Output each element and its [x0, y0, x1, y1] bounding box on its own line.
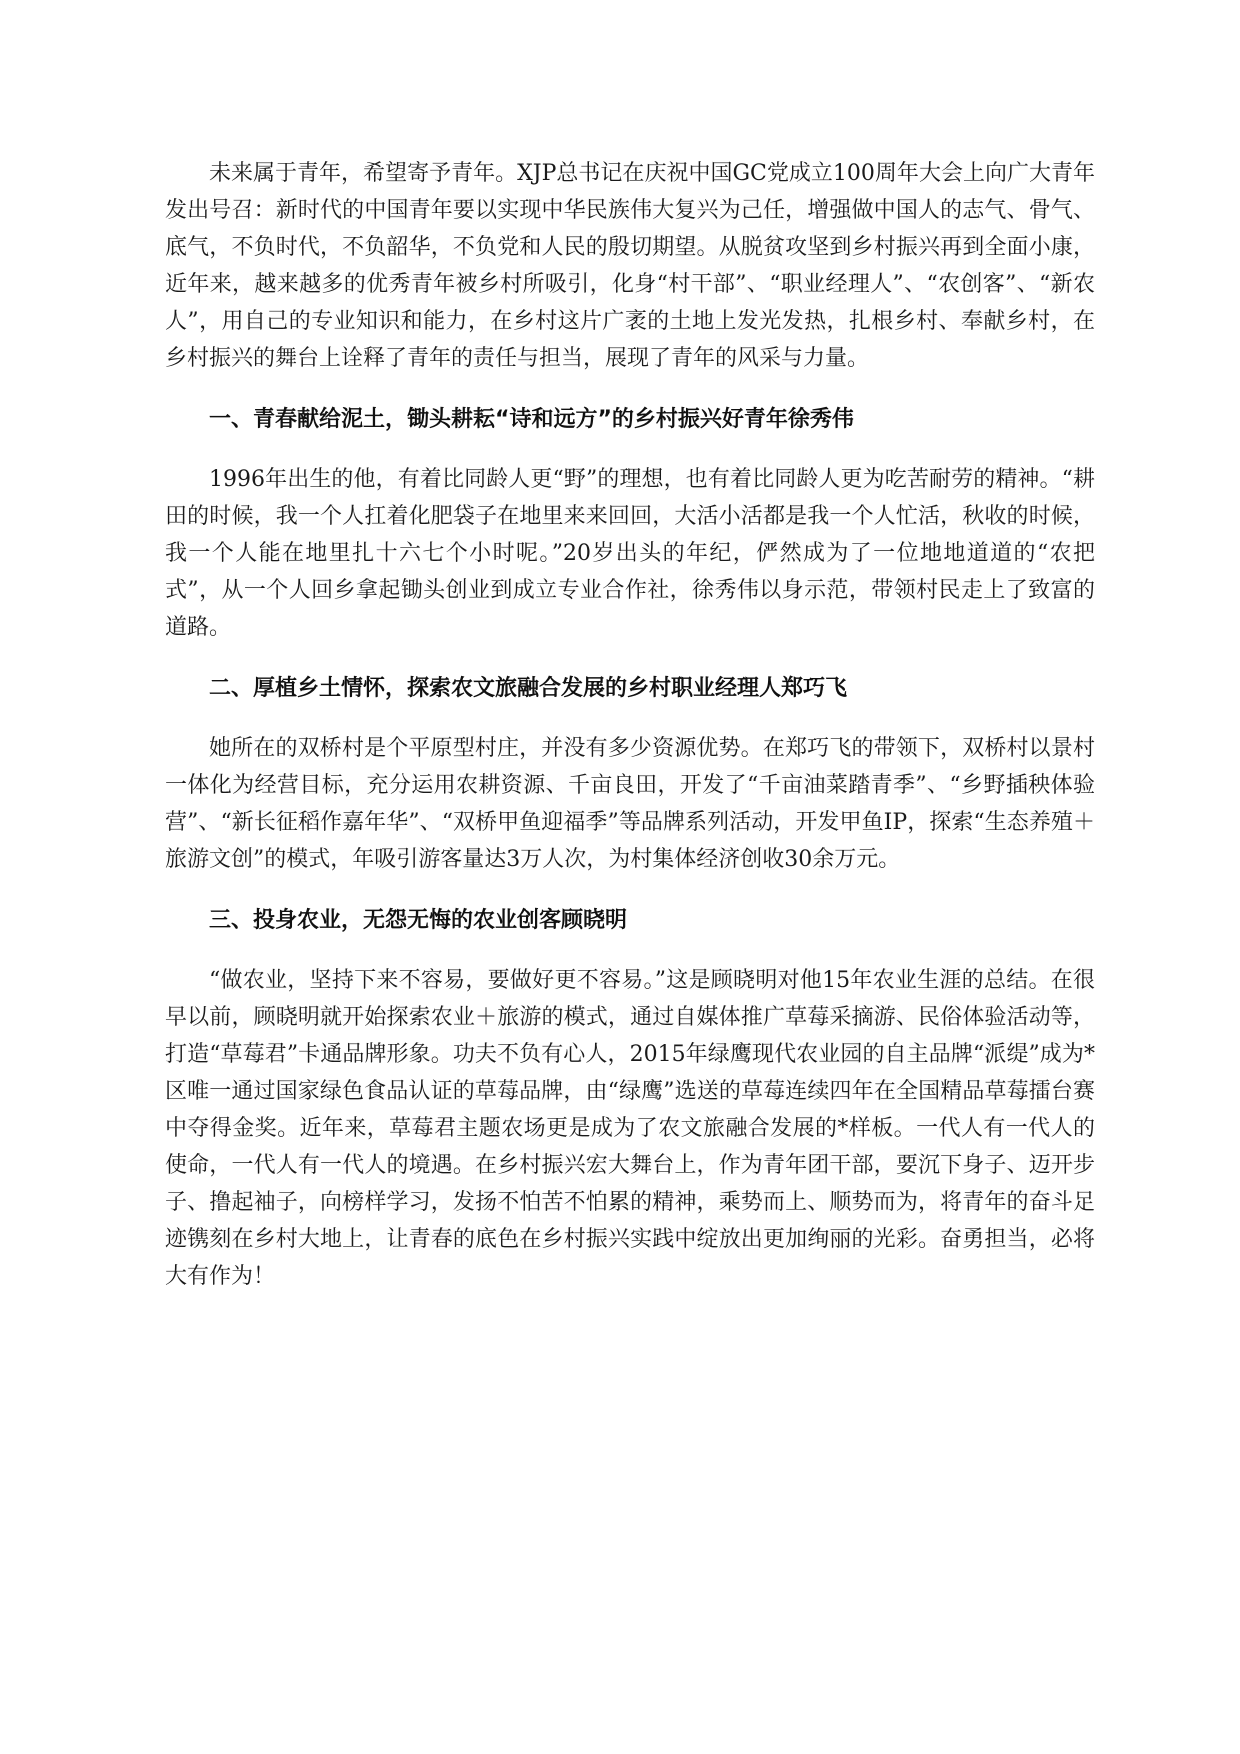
- section-3-paragraph: “做农业，坚持下来不容易，要做好更不容易。”这是顾晓明对他15年农业生涯的总结。在很早以前，顾晓明就开始探索农业＋旅游的模式，通过自媒体推广草莓采摘游、民俗体验活动等，打造“草莓君”卡通品牌形象。功夫不负有心人，2015年绿鹰现代农业园的自主品牌“派缇”成为*区唯一通过国家绿色食品认证的草莓品牌，由“绿鹰”选送的草莓连续四年在全国精品草莓擂台赛中夺得金奖。近年来，草莓君主题农场更是成为了农文旅融合发展的*样板。一代人有一代人的使命，一代人有一代人的境遇。在乡村振兴宏大舞台上，作为青年团干部，要沉下身子、迈开步子、撸起袖子，向榜样学习，发扬不怕苦不怕累的精神，乘势而上、顺势而为，将青年的奋斗足迹镌刻在乡村大地上，让青春的底色在乡村振兴实践中绽放出更加绚丽的光彩。奋勇担当，必将大有作为！: [165, 968, 1095, 1289]
- document-body: [165, 155, 1095, 1295]
- section-3-heading: 三、投身农业，无怨无悔的农业创客顾晓明: [209, 908, 628, 933]
- section-2-paragraph: 她所在的双桥村是个平原型村庄，并没有多少资源优势。在郑巧飞的带领下，双桥村以景村一体化为经营目标，充分运用农耕资源、千亩良田，开发了“千亩油菜踏青季”、“乡野插秧体验营”、“新长征稻作嘉年华”、“双桥甲鱼迎福季”等品牌系列活动，开发甲鱼IP，探索“生态养殖＋旅游文创”的模式，年吸引游客量达3万人次，为村集体经济创收30余万元。: [165, 736, 1095, 872]
- section-2-heading: 二、厚植乡土情怀，探索农文旅融合发展的乡村职业经理人郑巧飞: [209, 676, 848, 701]
- section-1-paragraph: 1996年出生的他，有着比同龄人更“野”的理想，也有着比同龄人更为吃苦耐劳的精神。“耕田的时候，我一个人扛着化肥袋子在地里来来回回，大活小活都是我一个人忙活，秋收的时候，我一个人能在地里扎十六七个小时呢。”20岁出头的年纪，俨然成为了一位地地道道的“农把式”，从一个人回乡拿起锄头创业到成立专业合作社，徐秀伟以身示范，带领村民走上了致富的道路。: [165, 467, 1095, 640]
- section-1-heading: 一、青春献给泥土，锄头耕耘“诗和远方”的乡村振兴好青年徐秀伟: [209, 407, 854, 432]
- intro-paragraph: 未来属于青年，希望寄予青年。XJP总书记在庆祝中国GC党成立100周年大会上向广大青年发出号召：新时代的中国青年要以实现中华民族伟大复兴为己任，增强做中国人的志气、骨气、底气，不负时代，不负韶华，不负党和人民的殷切期望。从脱贫攻坚到乡村振兴再到全面小康，近年来，越来越多的优秀青年被乡村所吸引，化身“村干部”、“职业经理人”、“农创客”、“新农人”，用自己的专业知识和能力，在乡村这片广袤的土地上发光发热，扎根乡村、奉献乡村，在乡村振兴的舞台上诠释了青年的责任与担当，展现了青年的风采与力量。: [165, 161, 1095, 371]
